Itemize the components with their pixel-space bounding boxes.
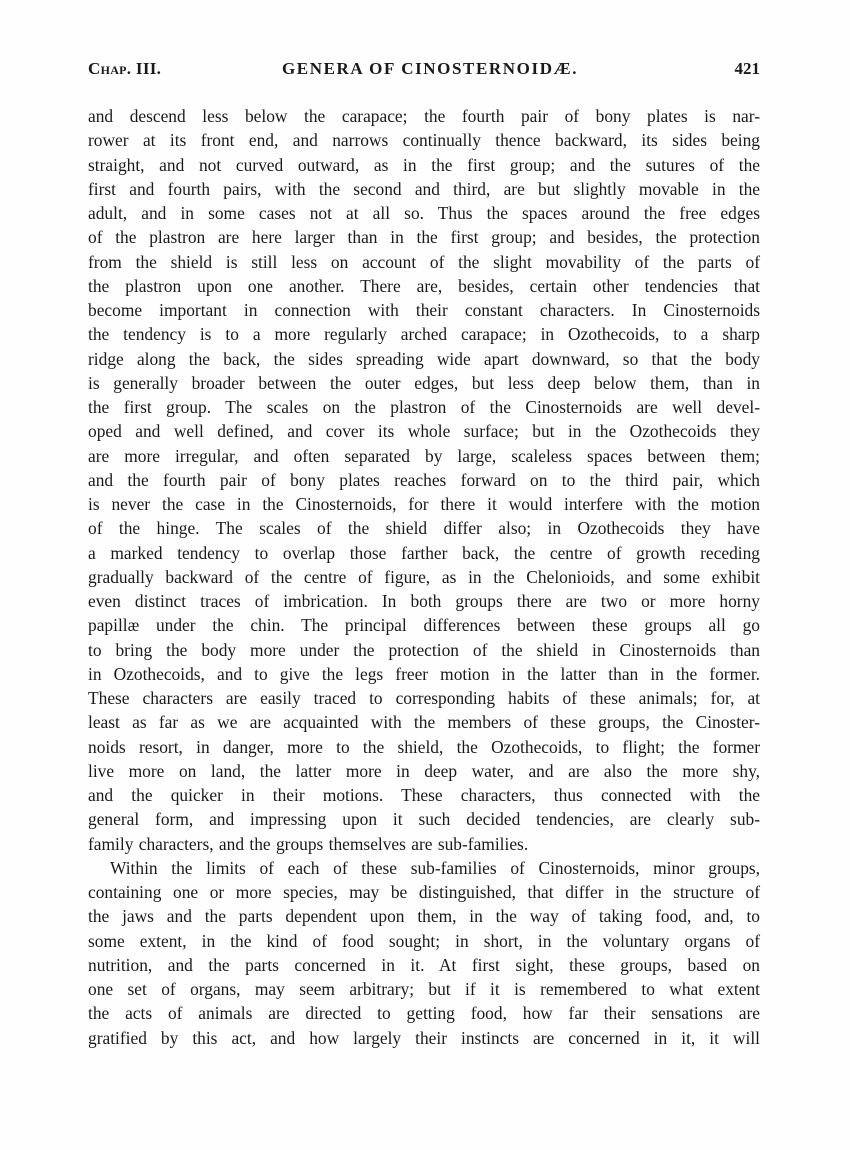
chapter-label: Chap. III.: [88, 59, 162, 78]
text-line: rower at its front end, and narrows continually thence backward, its sides being: [88, 130, 760, 151]
text-line: general form, and impressing upon it such decided tendencies, are clearly sub-: [88, 809, 760, 830]
text-line: Within the limits of each of these sub-families of Cinosternoids, minor groups,: [110, 857, 760, 878]
text-line: straight, and not curved outward, as in the first group; and the sutures of the: [88, 154, 760, 175]
body-text: [88, 104, 760, 1050]
text-line: of the plastron are here larger than in the first group; and besides, the protection: [88, 227, 760, 248]
text-line: and the fourth pair of bony plates reaches forward on to the third pair, which: [88, 469, 760, 490]
text-line: to bring the body more under the protection of the shield in Cinosternoids than: [88, 639, 760, 660]
text-line: live more on land, the latter more in deep water, and are also the more shy,: [88, 760, 760, 781]
paragraph: [88, 856, 760, 1050]
text-line: in Ozothecoids, and to give the legs freer motion in the latter than in the former.: [88, 663, 760, 684]
text-line: oped and well defined, and cover its whole surface; but in the Ozothecoids they: [88, 421, 760, 442]
text-line: are more irregular, and often separated by large, scaleless spaces between them;: [88, 445, 760, 466]
paragraph: [88, 104, 760, 856]
text-line: of the hinge. The scales of the shield differ also; in Ozothecoids they have: [88, 518, 760, 539]
text-line: become important in connection with their constant characters. In Cinosternoids: [88, 300, 760, 320]
text-line: the tendency is to a more regularly arched carapace; in Ozothecoids, to a sharp: [88, 324, 760, 345]
text-line: nutrition, and the parts concerned in it. At first sight, these groups, based on: [88, 954, 760, 975]
text-line: the first group. The scales on the plastron of the Cinosternoids are well devel-: [88, 397, 760, 417]
text-line: and the quicker in their motions. These characters, thus connected with the: [88, 785, 760, 805]
text-line: These characters are easily traced to corresponding habits of these animals; for, at: [88, 688, 760, 708]
text-line: one set of organs, may seem arbitrary; but if it is remembered to what extent: [88, 979, 760, 999]
page-number: 421: [734, 59, 760, 78]
text-line: least as far as we are acquainted with the members of these groups, the Cinoster-: [88, 712, 760, 733]
text-line: containing one or more species, may be distinguished, that differ in the structure of: [88, 882, 760, 902]
text-line: a marked tendency to overlap those farther back, the centre of growth receding: [88, 542, 760, 563]
text-line: is generally broader between the outer edges, but less deep below them, than in: [88, 372, 760, 393]
text-line: papillæ under the chin. The principal differences between these groups all go: [88, 615, 760, 636]
text-line: the acts of animals are directed to getting food, how far their sensations are: [88, 1003, 760, 1024]
text-line: gratified by this act, and how largely their instincts are concerned in it, it will: [88, 1027, 760, 1048]
text-line: from the shield is still less on account of the slight movability of the parts of: [88, 251, 760, 272]
text-line: some extent, in the kind of food sought; in short, in the voluntary organs of: [88, 930, 760, 951]
text-line: even distinct traces of imbrication. In both groups there are two or more horny: [88, 591, 760, 611]
text-line: first and fourth pairs, with the second and third, are but slightly movable in the: [88, 178, 760, 199]
text-line: the plastron upon one another. There are, besides, certain other tendencies that: [88, 275, 760, 296]
text-line: family characters, and the groups themselves are sub-families.: [88, 833, 529, 854]
running-title: GENERA OF CINOSTERNOIDÆ.: [281, 59, 579, 78]
text-line: is never the case in the Cinosternoids, for there it would interfere with the motion: [88, 494, 760, 514]
running-header: [88, 58, 760, 80]
text-line: adult, and in some cases not at all so. Thus the spaces around the free edges: [88, 203, 760, 223]
text-line: the jaws and the parts dependent upon them, in the way of taking food, and, to: [88, 906, 760, 927]
text-line: and descend less below the carapace; the fourth pair of bony plates is nar-: [88, 106, 760, 126]
text-line: ridge along the back, the sides spreading wide apart downward, so that the body: [88, 348, 760, 369]
text-line: gradually backward of the centre of figure, as in the Chelonioids, and some exhibit: [88, 566, 760, 587]
text-line: noids resort, in danger, more to the shield, the Ozothecoids, to flight; the former: [88, 736, 760, 757]
